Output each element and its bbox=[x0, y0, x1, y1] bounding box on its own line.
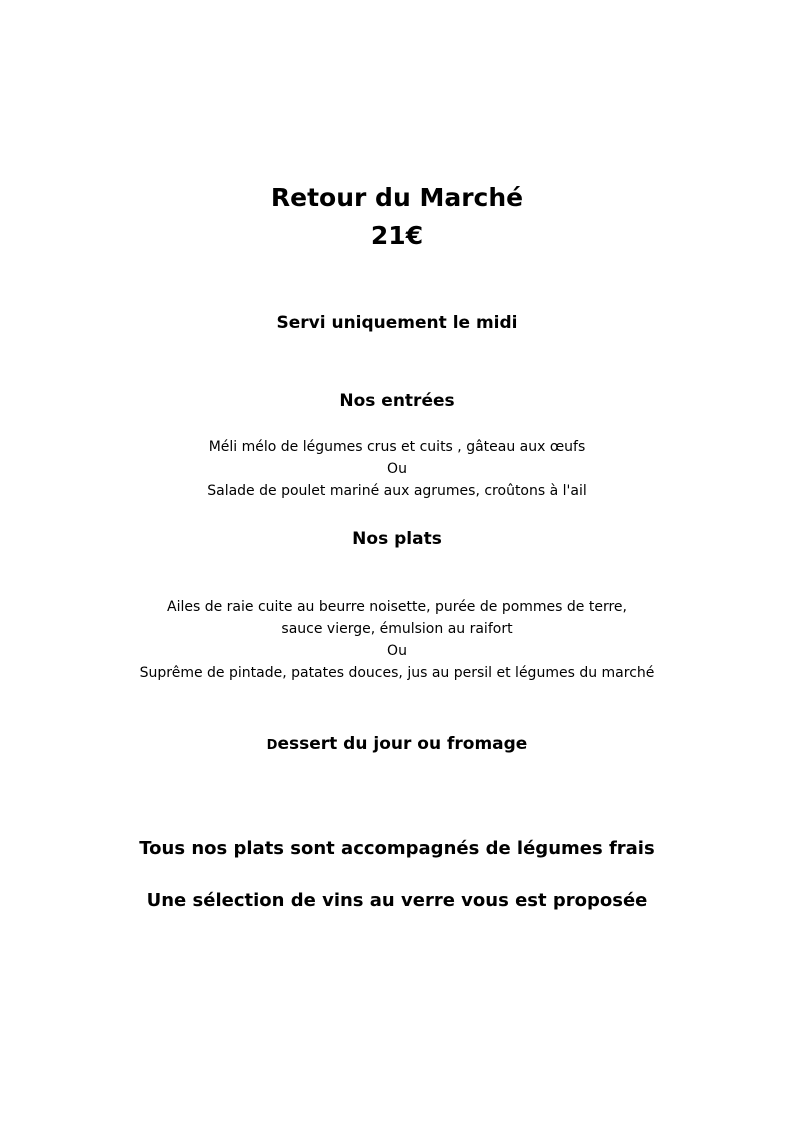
dessert-line bbox=[0, 733, 794, 757]
footer-wine-note: Une sélection de vins au verre vous est proposée bbox=[146, 890, 648, 911]
entrees-heading: Nos entrées bbox=[339, 391, 455, 411]
dessert-text: essert du jour ou fromage bbox=[277, 734, 528, 754]
plat-option-2: Suprême de pintade, patates douces, jus au persil et légumes du marché bbox=[139, 665, 655, 681]
entree-option-1: Méli mélo de légumes crus et cuits , gâteau aux œufs bbox=[208, 439, 586, 455]
entree-separator: Ou bbox=[387, 461, 407, 477]
dessert-initial: D bbox=[266, 738, 278, 753]
plat-option-1-line-2: sauce vierge, émulsion au raifort bbox=[281, 621, 513, 637]
service-note: Servi uniquement le midi bbox=[276, 313, 518, 333]
menu-title: Retour du Marché bbox=[270, 183, 524, 212]
plat-option-1-line-1: Ailes de raie cuite au beurre noisette, purée de pommes de terre, bbox=[167, 599, 627, 615]
footer-vegetables-note: Tous nos plats sont accompagnés de légumes frais bbox=[139, 838, 655, 859]
plats-heading: Nos plats bbox=[352, 529, 442, 549]
plat-separator: Ou bbox=[387, 643, 407, 659]
entree-option-2: Salade de poulet mariné aux agrumes, croûtons à l'ail bbox=[207, 483, 587, 499]
menu-price: 21€ bbox=[370, 221, 424, 250]
